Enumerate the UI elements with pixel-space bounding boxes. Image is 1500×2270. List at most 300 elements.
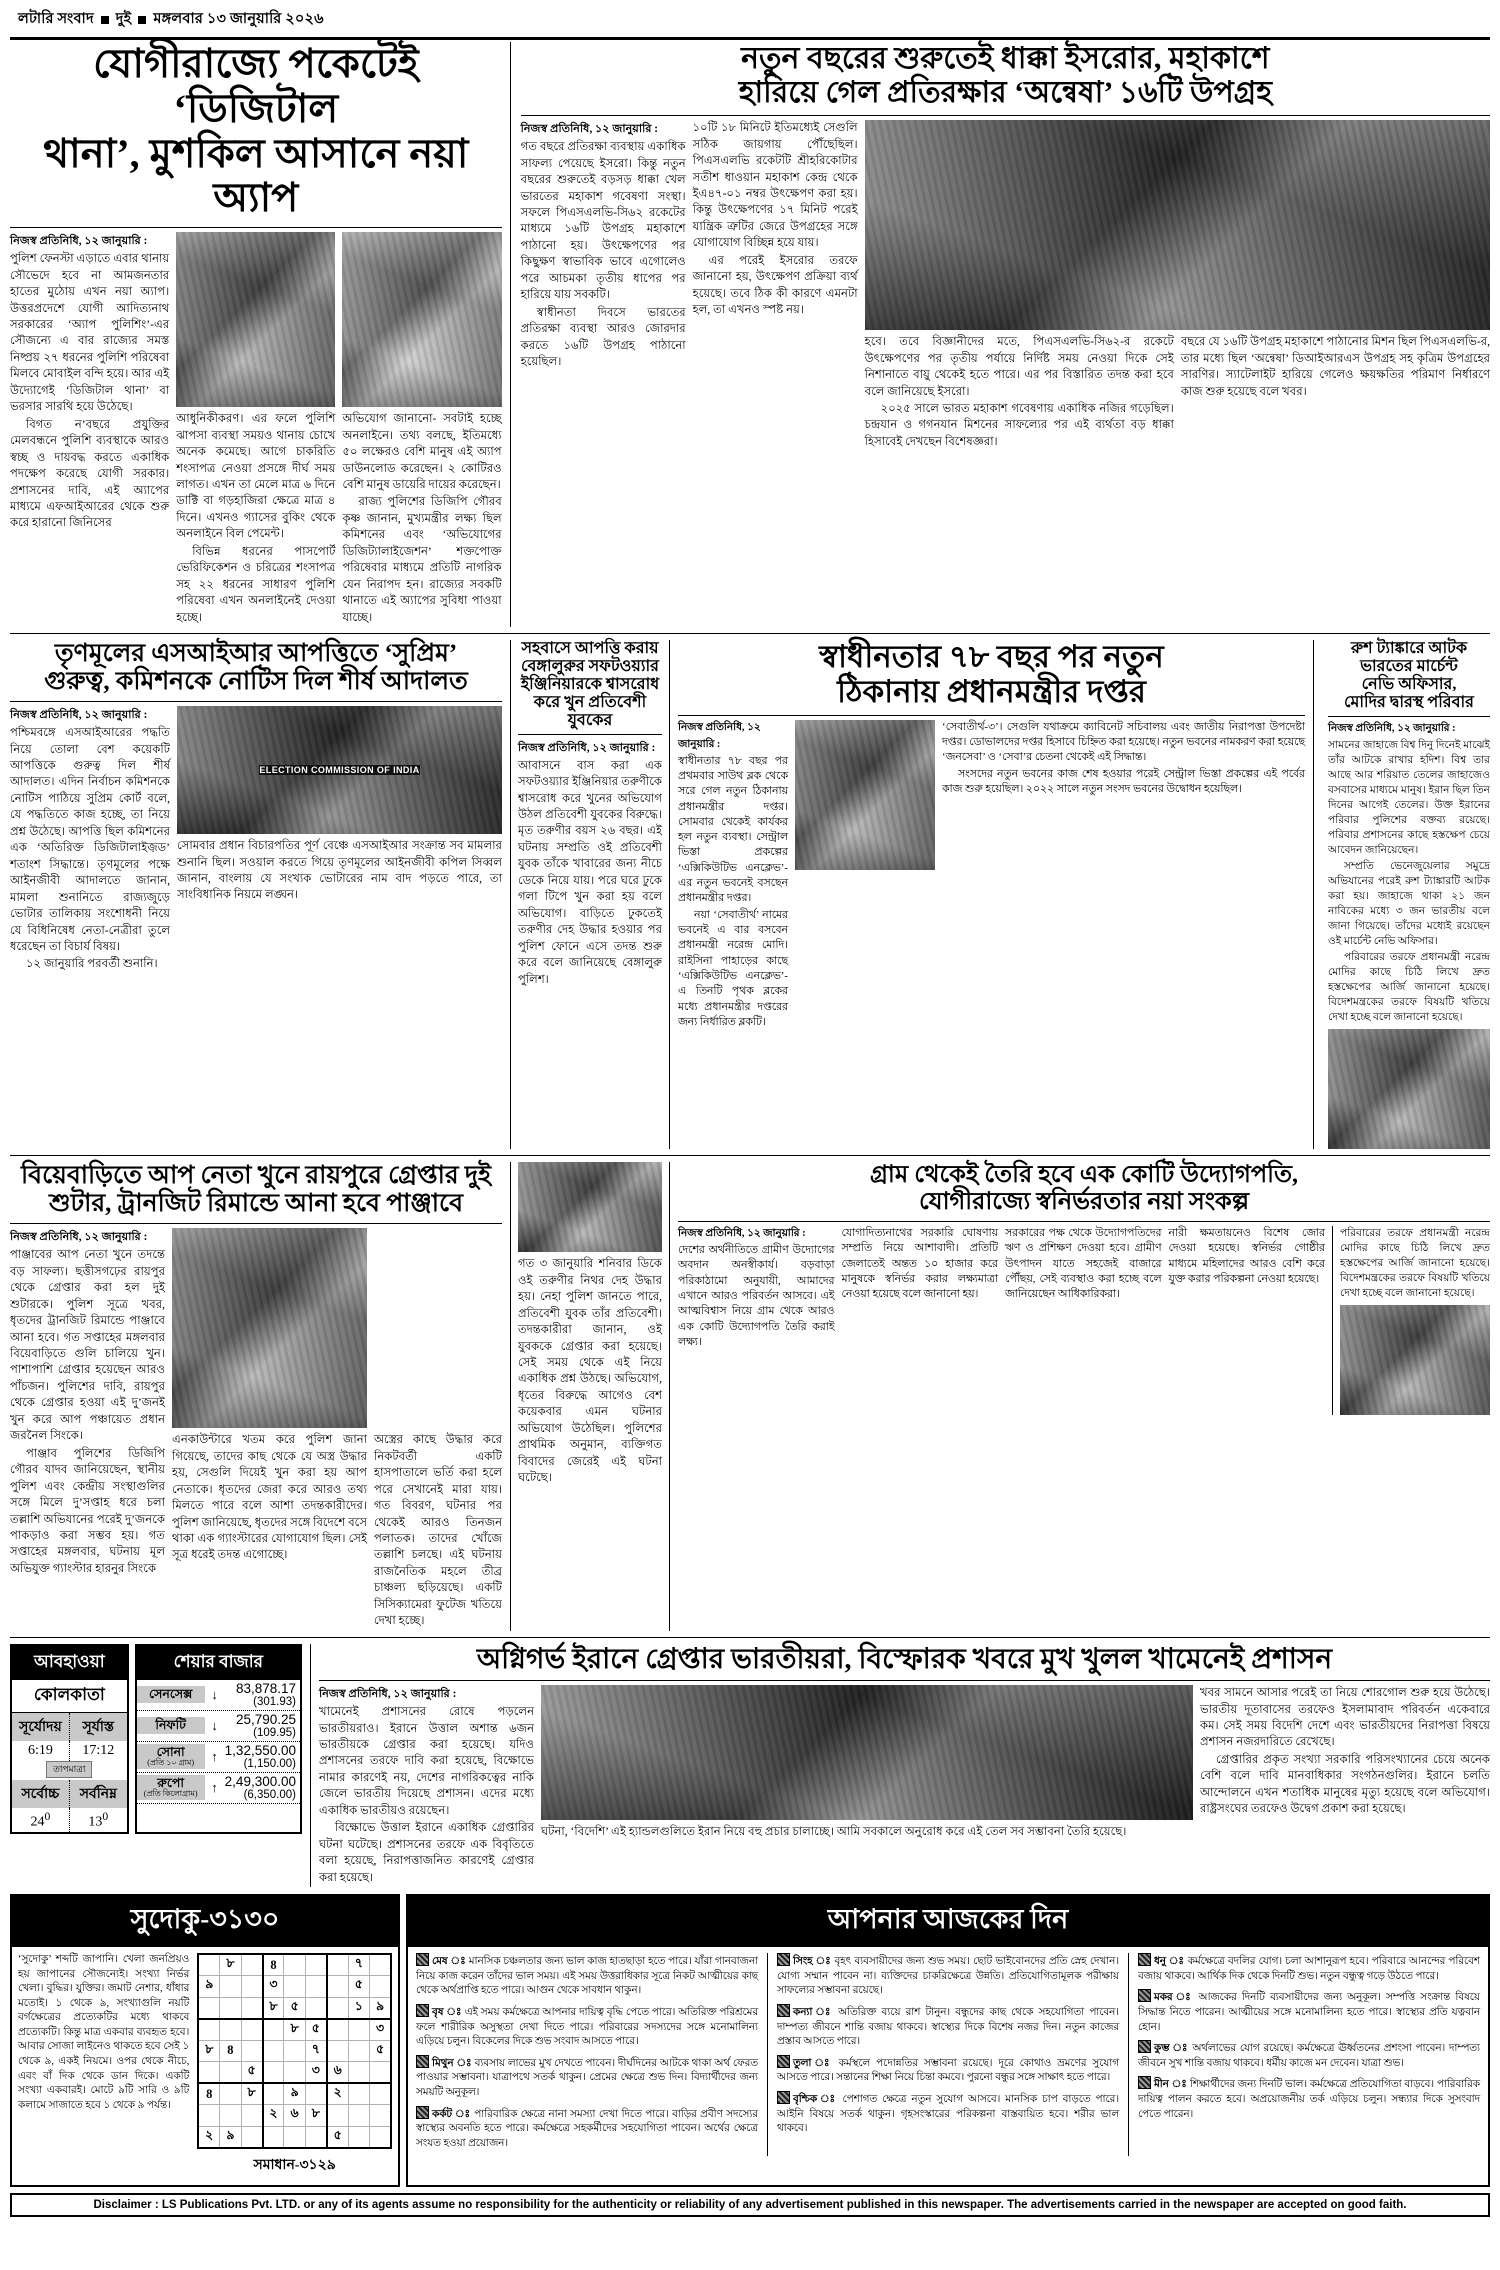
weather-city: কোলকাতা — [33, 1684, 105, 1704]
zodiac-icon — [1138, 1953, 1151, 1966]
stock-value: 83,878.17 (301.93) — [225, 1681, 300, 1709]
venezuela-headline-line2: ভারতের মার্চেন্ট — [1360, 657, 1458, 675]
sudoku-cell[interactable] — [241, 2126, 262, 2148]
raipur-byline: নিজস্ব প্রতিনিধি, ১২ জানুয়ারি : — [10, 1231, 148, 1244]
raipur-col-1 — [10, 1228, 165, 1630]
sudoku-cell[interactable]: ৩ — [305, 2062, 326, 2084]
temperature-tag: তাপমাত্রা — [46, 1761, 92, 1778]
column-divider — [1332, 1226, 1333, 1415]
sudoku-cell[interactable]: ২ — [198, 2126, 219, 2148]
stock-change: (6,350.00) — [243, 1788, 296, 1801]
sudoku-cell[interactable] — [241, 2019, 262, 2041]
village-headline-line2: যোগীরাজ্যে স্বনির্ভরতার নয়া সংকল্প — [919, 1189, 1249, 1216]
story-software-continued — [511, 1162, 669, 1630]
paragraph: পরিবারের তরফে প্রধানমন্ত্রী নরেন্দ্র মোদির কাছে চিঠি লিখে দ্রুত হস্তক্ষেপের আর্জি জানানো হয়েছে। বিদেশমন্ত্রকের তরফে বিষয়টি খতিয়ে দেখা হচ্ছে বলে জানানো হয়েছে। — [1340, 1228, 1490, 1300]
paragraph: নয়া ‘সেবাতীর্থ’ নামের ভবনেই এ বার বসবেন প্রধানমন্ত্রী নরেন্দ্র মোদি। রাইসিনা পাহাড়ের কাছে ‘এক্সিকিউটিভ এনক্লেভ’-এ তিনটি পৃথক ব্লকের মধ্যে প্রধানমন্ত্রীর দপ্তরের জন্য নির্ধারিত ব্লকটি। — [678, 908, 788, 1029]
horoscope-entry — [416, 2106, 758, 2152]
zodiac-text: এই সময় কর্মক্ষেত্রে আপনার দায়িত্ব বৃদ্ধি পেতে পারে। অতিরিক্ত পরিশ্রমের ফলে শারীরিক অসুস্থতা দেখা দিতে পারে। পরিবারের সদস্যদের সঙ্গে মনোমালিন্য এড়িয়ে চলুন। বিকেলের দিকে শুভ সংবাদ আসতে পারে। — [416, 2006, 758, 2048]
paragraph: এর পরেই ইসরোর তরফে জানানো হয়, উৎক্ষেপণ প্রক্রিয়া ব্যর্থ হয়েছে। তবে ঠিক কী কারণে এমনটা হল, তা এখনও স্পষ্ট নয়। — [692, 253, 858, 317]
sudoku-cell[interactable] — [327, 2019, 348, 2041]
iran-byline: নিজস্ব প্রতিনিধি, ১২ জানুয়ারি : — [319, 1688, 457, 1701]
pmo-col-2 — [942, 720, 1305, 1032]
paragraph: বিক্ষোভে উত্তাল ইরানে একাধিক গ্রেপ্তারির ঘটনা ঘটেছে। প্রশাসনের তরফে এক বিবৃতিতে বলা হয়েছে, নিরাপত্তাজনিত কারণেই গ্রেপ্তার করা হয়েছে। — [319, 1821, 534, 1884]
sudoku-cell[interactable] — [305, 1976, 326, 1998]
stock-rows — [137, 1680, 300, 1804]
paragraph: অস্ত্রের কাছে উদ্ধার করে নিকটবর্তী একটি হাসপাতালে ভর্তি করা হলে পরে সেখানেই মারা যায়। গত বিবরণ, ঘটনার পর থেকেই আরও তিনজন পলাতক। তাদের খোঁজে তল্লাশি চলছে। এই ঘটনায় রাজনৈতিক মহলে তীব্র চাঞ্চল্য ছড়িয়েছে। একটি সিসিক্যামেরা ফুটেজ খতিয়ে দেখা হচ্ছে। — [374, 1433, 502, 1628]
masthead-date: মঙ্গলবার ১৩ জানুয়ারি ২০২৬ — [153, 11, 324, 27]
iran-headline: অগ্নিগর্ভ ইরানে গ্রেপ্তার ভারতীয়রা, বিস্ফোরক খবরে মুখ খুলল খামেনেই প্রশাসন — [476, 1643, 1333, 1675]
pmo-headline-line2: ঠিকানায় প্রধানমন্ত্রীর দপ্তর — [837, 673, 1146, 709]
photo-victim-and-accused — [518, 1162, 662, 1252]
paragraph: গত বছরে প্রতিরক্ষা ব্যবস্থায় একাধিক সাফল্য পেয়েছে ইসরো। কিন্তু নতুন বছরের শুরুতেই বড়সড় ধাক্কা খেল ভারতের মহাকাশ গবেষণা সংস্থা। সফলে পিএসএলভি-সি৬২ রকেটের মাধ্যমে ১৬টি উপগ্রহ মহাকাশে পাঠানো হয়। উৎক্ষেপণের পর কিছুক্ষণ স্বাভাবিক ভাবে এগোলেও পরে আচমকা তৃতীয় ধাপের পর হারিয়ে যায় সবকটি। — [520, 140, 686, 302]
raipur-headline-line1: বিয়েবাড়িতে আপ নেতা খুনে রায়পুরে গ্রেপ্তার দুই — [21, 1162, 491, 1190]
stock-value: 1,32,550.00 (1,150.00) — [224, 1742, 296, 1770]
zodiac-icon — [777, 2091, 790, 2104]
sir-col-2 — [177, 706, 502, 974]
stock-row — [137, 1773, 300, 1804]
zodiac-text: কর্মস্থলে পদোন্নতির সম্ভাবনা রয়েছে। দূরে কোথাও ভ্রমণের সুযোগ আসতে পারে। সন্তানের শিক্ষা নিয়ে চিন্তা কমবে। পুরনো বন্ধুর সঙ্গে সাক্ষাৎ হতে পারে। — [777, 2057, 1119, 2084]
horoscope-column-1 — [416, 1953, 758, 2156]
paragraph: বছরে যে ১৬টি উপগ্রহ মহাকাশে পাঠানোর মিশন ছিল পিএসএলভি-র, তার মধ্যে ছিল ‘অন্বেষা’ ডিআইআরএস উপগ্রহ সহ কৃত্রিম উপগ্রহের সারণির। স্যাটেলাইট হারিয়ে গেলেও ক্ষয়ক্ষতির পরিমাণ নির্ধারণে কাজ শুরু হয়েছে বলে খবর। — [1180, 335, 1491, 398]
sudoku-cell[interactable] — [263, 2019, 284, 2041]
square-bullet-icon — [138, 16, 146, 24]
paragraph: ঘটনা, ‘বিদেশি’ এই হ্যান্ডলগুলিতে ইরান নিয়ে বহু প্রচার চালাচ্ছে। আমি সবকালে অনুরোধ করে এই তেল সব সম্ভাবনা তৈরি হয়েছে। — [541, 1825, 1127, 1839]
sudoku-cell[interactable] — [305, 1997, 326, 2019]
sudoku-cell[interactable] — [284, 1954, 305, 1976]
sudoku-cell[interactable] — [348, 2126, 369, 2148]
zodiac-icon — [416, 2055, 429, 2068]
zodiac-name: বৃশ্চিক ঃ — [793, 2093, 843, 2105]
sudoku-cell[interactable] — [370, 2105, 391, 2127]
lead-right-col-1 — [521, 120, 686, 451]
sudoku-panel — [10, 1894, 400, 2187]
zodiac-icon — [1138, 2076, 1151, 2089]
sudoku-cell[interactable] — [348, 2062, 369, 2084]
arrow-down-icon: ↓ — [211, 1717, 218, 1733]
zodiac-name: কন্যা ঃ — [793, 2006, 839, 2018]
zodiac-text: অতিরিক্ত ব্যয়ে রাশ টানুন। বন্ধুদের কাছ থেকে সহযোগিতা পাবেন। দাম্পত্য জীবনে শান্তি বজায় থাকবে। স্বাস্থ্যের দিকে বিশেষ নজর দিন। নতুন কাজের প্রস্তাব আসতে পারে। — [777, 2006, 1119, 2048]
sudoku-cell[interactable] — [327, 1997, 348, 2019]
iran-col-1 — [319, 1685, 534, 1887]
stock-unit: (প্রতি কিলোগ্রাম) — [143, 1789, 198, 1799]
paragraph: যোগাদিত্যনাথের সরকারি ঘোষণায় সম্প্রতি নিয়ে আশাবাদী। প্রতিটি জেলাতেই অন্তত ১০ হাজার করে মানুষকে স্বনির্ভর করার লক্ষ্যমাত্রা নেওয়া হয়েছে বলে জানানো হয়। — [841, 1227, 998, 1301]
photo-arrested-suspects — [172, 1228, 367, 1428]
lead-left-byline: নিজস্ব প্রতিনিধি, ১২ জানুয়ারি : — [10, 235, 148, 248]
stock-row — [137, 1680, 300, 1711]
sudoku-row — [198, 1976, 391, 1998]
story-village — [670, 1162, 1490, 1630]
zodiac-name: কুম্ভ ঃ — [1154, 2043, 1193, 2055]
paragraph: বিভিন্ন ধরনের পাসপোর্ট ভেরিফিকেশন ও চরিত্রের শংসাপত্র সহ ২২ ধরনের সাধারণ পুলিশি পরিষেবা এখন অনলাইনেই দেওয়া হচ্ছে। — [176, 544, 336, 624]
sudoku-cell[interactable] — [198, 2019, 219, 2041]
stock-market-box — [135, 1644, 302, 1835]
zodiac-icon — [1138, 1989, 1151, 2002]
sudoku-cell[interactable] — [220, 2019, 241, 2041]
zodiac-text: পারিবারিক ক্ষেত্রে নানা সমস্যা দেখা দিতে পারে। বাড়ির প্রবীণ সদস্যের স্বাস্থ্যের অবনতি হতে পারে। কর্মক্ষেত্রে সহকর্মীদের সহযোগিতা পাবেন। অর্থের ক্ষেত্রে সংযত হওয়া প্রয়োজন। — [416, 2108, 758, 2149]
stock-name: নিফটি — [137, 1717, 205, 1734]
section-rule — [10, 1155, 1490, 1156]
sudoku-cell[interactable] — [348, 2019, 369, 2041]
lead-left-col-2 — [176, 232, 335, 627]
sudoku-cell[interactable] — [241, 2040, 262, 2062]
horoscope-panel — [406, 1894, 1490, 2187]
stock-value: 2,49,300.00 (6,350.00) — [224, 1773, 296, 1801]
lead-left-headline-line2: থানা’, মুশকিল আসানে নয়া অ্যাপ — [43, 130, 469, 221]
pmo-col-1 — [678, 720, 788, 1032]
horoscope-entry — [1138, 2040, 1480, 2071]
bottom-section — [10, 1894, 1490, 2187]
column-divider — [1128, 1953, 1129, 2156]
sudoku-cell[interactable]: ৯ — [284, 2083, 305, 2105]
sudoku-cell[interactable]: ৭ — [305, 2040, 326, 2062]
sudoku-cell[interactable] — [327, 1976, 348, 1998]
sudoku-cell[interactable] — [305, 2083, 326, 2105]
sudoku-cell[interactable]: ৯ — [370, 1997, 391, 2019]
sudoku-cell[interactable] — [305, 1954, 326, 1976]
sudoku-cell[interactable]: ২ — [327, 2083, 348, 2105]
sudoku-cell[interactable]: ৬ — [284, 2105, 305, 2127]
zodiac-text: অর্থলাভের যোগ রয়েছে। কর্মক্ষেত্রে ঊর্ধ্বতনের প্রশংসা পাবেন। দাম্পত্য জীবনে সুখ শান্তি বজায় থাকবে। ধর্মীয় কাজে মন দেবেন। যাত্রা শুভ। — [1138, 2043, 1480, 2069]
masthead-paper-name: লটারি সংবাদ — [18, 11, 94, 27]
horoscope-entry — [416, 2055, 758, 2101]
raipur-headline-line2: শুটার, ট্রানজিট রিমান্ডে আনা হবে পাঞ্জাবে — [49, 1190, 463, 1218]
sudoku-grid[interactable] — [197, 1953, 392, 2149]
max-temp-label: সর্বোচ্চ — [12, 1780, 70, 1808]
paragraph: ১০টি ১৮ মিনিটে ইতিমধ্যেই সেগুলি সঠিক জায়গায় পৌঁছেছিল। পিএসএলভি রকেটটি শ্রীহরিকোটার সতীশ ধাওয়ান মহাকাশ কেন্দ্র থেকে ইএ৪৭-০১ নম্বর উৎক্ষেপণ করা হয়। কিন্তু উৎক্ষেপণের ১৭ মিনিট পরেই যান্ত্রিক ত্রুটির জেরে উপগ্রহের সঙ্গে যোগাযোগ বিচ্ছিন্ন হয়ে যায়। — [692, 121, 858, 250]
pmo-photo-wrap — [795, 720, 935, 1032]
lead-right-col-2 — [693, 120, 858, 451]
info-boxes — [10, 1644, 310, 1887]
sudoku-cell[interactable] — [327, 2105, 348, 2127]
sudoku-cell[interactable]: ৮ — [263, 1997, 284, 2019]
zodiac-text: কর্মক্ষেত্রে বদলির যোগ। চলা আশানুরূপ হবে। পরিবারে আনন্দের পরিবেশ বজায় থাকবে। আর্থিক দিক থেকে দিনটি শুভ। নতুন বন্ধুত্ব গড়ে উঠতে পারে। — [1138, 1956, 1480, 1982]
max-temp-value — [12, 1808, 70, 1833]
sudoku-cell[interactable]: ১ — [348, 1997, 369, 2019]
sudoku-cell[interactable]: ৫ — [241, 2062, 262, 2084]
sudoku-cell[interactable] — [370, 2083, 391, 2105]
paragraph: সংসদের নতুন ভবনের কাজ শেষ হওয়ার পরেই সেন্ট্রাল ভিস্তা প্রকল্পের এই পর্বের কাজ শুরু হয়েছিল। ২০২২ সালে নতুন সংসদ ভবনের উদ্বোধন হয়েছিল। — [942, 767, 1305, 795]
village-col-2 — [842, 1226, 999, 1415]
zodiac-text: মানসিক চঞ্চলতার জন্য ভাল কাজ হাতছাড়া হতে পারে। যাঁরা গানবাজনা নিয়ে কাজ করেন তাঁদের ভাল সময়। এই সময় উত্তরাধিকার সূত্রে নিকট আত্মীয়ের কাছ থেকে অর্থপ্রাপ্তি হতে পারে। আগুন থেকে সাবধান থাকুন। — [416, 1956, 758, 1997]
sunrise-value: 6:19 — [12, 1741, 70, 1761]
zodiac-icon — [777, 2055, 790, 2068]
lead-left-col-1 — [10, 232, 169, 627]
sudoku-cell[interactable]: ৮ — [241, 2083, 262, 2105]
stock-unit: (প্রতি ১০ গ্রাম) — [147, 1758, 195, 1768]
sudoku-cell[interactable] — [327, 2040, 348, 2062]
photo-iran-protest — [541, 1685, 1193, 1820]
sudoku-cell[interactable] — [263, 2126, 284, 2148]
paragraph: খবর সামনে আসার পরেই তা নিয়ে শোরগোল শুরু হয়ে উঠেছে। ভারতীয় দূতাবাসের তরফেও ইসলামাবাদ পরিবর্তন একেবারে কম। সেই সময় বিদেশি দেশে এবং ভারতীয়দের নিরাপত্তা বিষয়ে প্রশাসন নজরদারিতে রেখেছে। — [1200, 1686, 1490, 1749]
paragraph: সম্প্রতি ভেনেজুয়েলার সমুদ্রে অভিযানের পরেই রুশ ট্যাঙ্কারটি আটক করা হয়। জাহাজে থাকা ২১ জন নাবিকের মধ্যে ৩ জন ভারতীয় বলে জানা গিয়েছে। তাঁদের মধ্যেই রয়েছেন ওই মার্চেন্ট নেভি অফিসার। — [1328, 860, 1490, 948]
lead-right-byline: নিজস্ব প্রতিনিধি, ১২ জানুয়ারি : — [520, 123, 659, 136]
sudoku-cell[interactable]: ৫ — [284, 1997, 305, 2019]
software-byline: নিজস্ব প্রতিনিধি, ১২ জানুয়ারি : — [518, 741, 656, 754]
sudoku-cell[interactable] — [241, 2105, 262, 2127]
sudoku-cell[interactable] — [241, 1976, 262, 1998]
village-byline: নিজস্ব প্রতিনিধি, ১২ জানুয়ারি : — [678, 1228, 806, 1240]
horoscope-entry — [416, 1953, 758, 1999]
sudoku-row — [198, 2040, 391, 2062]
sudoku-cell[interactable] — [241, 1954, 262, 1976]
venezuela-photo-col — [1340, 1226, 1490, 1415]
venezuela-headline-line4: মোদির দ্বারস্থ পরিবার — [1344, 693, 1474, 711]
sunset-label: সূর্যাস্ত — [70, 1713, 127, 1741]
paragraph: নারী ক্ষমতায়নেও বিশেষ জোর দেওয়া হয়েছে। স্বনির্ভর গোষ্ঠীর মাধ্যমে মহিলাদের আরও বেশি করে যুক্ত করার পরিকল্পনা নেওয়া হয়েছে। — [1168, 1227, 1325, 1286]
sudoku-cell[interactable] — [284, 1976, 305, 1998]
paragraph: আবাসনে বাস করা এক সফটওয়্যার ইঞ্জিনিয়ার তরুণীকে শ্বাসরোধ করে খুনের অভিযোগ উঠল প্রতিবেশী যুবকের বিরুদ্ধে। মৃত তরুণীর বয়স ২৬ বছর। এই ঘটনায় সম্প্রতি ওই প্রতিবেশী যুবক তাঁকে খাবারের জন্য নীচে ডেকে নিয়ে যায়। পরে ঘরে ঢুকে গলা টিপে খুন করা হয় বলে অভিযোগ। বাড়িতে ঢুকতেই তরুণীর দেহ উদ্ধার হওয়ার পর পুলিশ ফোনে এসে তদন্ত শুরু করে বলে জানিয়েছে বেঙ্গালুরু পুলিশ। — [518, 758, 662, 986]
zodiac-name: মকর ঃ — [1154, 1992, 1199, 2004]
lead-right-col-4 — [1181, 334, 1490, 451]
paragraph: সোমবার প্রধান বিচারপতির পূর্ণ বেঞ্চে এসআইআর সংক্রান্ত সব মামলার শুনানি ছিল। সওয়াল করতে গিয়ে তৃণমূলের আইনজীবী কপিল সিব্বল জানান, বাংলায় যে সংখ্যক ভোটারের নাম বাদ পড়তে পারে, তা সাংবিধানিক নিয়মে লঙ্ঘন। — [177, 839, 502, 902]
sudoku-cell[interactable]: 8 — [263, 1954, 284, 1976]
software-headline: সহবাসে আপত্তি করায় বেঙ্গালুরুর সফটওয়্যার ইঞ্জিনিয়ারকে শ্বাসরোধ করে খুন প্রতিবেশী যুবকের — [520, 640, 660, 729]
horoscope-column-3 — [1138, 1953, 1480, 2156]
raipur-col-3 — [374, 1228, 502, 1630]
sudoku-cell[interactable] — [370, 1954, 391, 1976]
photo-police-hall — [342, 232, 501, 407]
zodiac-text: বৃহৎ ব্যবসায়ীদের জন্য শুভ সময়। ছোট ভাইবোনদের প্রতি স্নেহ দেখান। যোগ্য সম্মান পাবেন না। ব্যক্তিদের চাকরিক্ষেত্রে উন্নতি। প্রতিযোগিতামূলক পরীক্ষায় সাফল্যের সম্ভাবনা রয়েছে। — [777, 1956, 1119, 1997]
pmo-headline-line1: স্বাধীনতার ৭৮ বছর পর নতুন — [819, 639, 1164, 675]
sudoku-cell[interactable] — [220, 2105, 241, 2127]
photo-election-commission — [177, 706, 502, 834]
sudoku-cell[interactable]: ৩ — [370, 2019, 391, 2041]
photo-navy-officer — [1328, 1029, 1490, 1149]
zodiac-text: আজকের দিনটি ব্যবসায়ীদের জন্য অনুকূল। সম্পত্তি সংক্রান্ত বিষয়ে সিদ্ধান্ত নিতে পারেন। আত্মীয়ের সঙ্গে মনোমালিন্য হতে পারে। স্বাস্থ্যের প্রতি যত্নবান হোন। — [1138, 1992, 1480, 2033]
venezuela-byline: নিজস্ব প্রতিনিধি, ১২ জানুয়ারি : — [1328, 722, 1456, 734]
sudoku-row — [198, 2083, 391, 2105]
venezuela-headline-line1: রুশ ট্যাঙ্কারে আটক — [1350, 640, 1468, 658]
arrow-down-icon: ↓ — [211, 1686, 218, 1702]
stock-name: সেনসেক্স — [137, 1686, 205, 1703]
pmo-byline: নিজস্ব প্রতিনিধি, ১২ জানুয়ারি : — [678, 721, 761, 750]
sudoku-cell[interactable] — [348, 2040, 369, 2062]
arrow-up-icon: ↑ — [211, 1779, 218, 1795]
sudoku-instructions: ‘সুদোকু’ শব্দটি জাপানি। খেলা জনপ্রিয়ও হয় জাপানের সৌজন্যেই। সংখ্যা নির্ভর খেলা। বুদ্ধির। যুক্তির। জমাট নেশার, ধাঁধার মতোই। ১ থেকে ৯, সংখ্যাগুলি নয়টি বর্গক্ষেত্রের প্রত্যেকটির মধ্যে থাকবে প্রত্যেকটি। কিন্তু মাত্র একবার ব্যবহৃত হবে। আবার সোজা লাইনেও থাকতে হবে সেই ১ থেকে ৯, একই নিয়মে। ওপর থেকে নীচে, এবং বাঁ দিক থেকে ডান দিকে। একটি সংখ্যা একবারই। মোটে ৯টি সারি ও ৯টি কলামে সাজাতে হবে ১ থেকে ৯ পর্যন্ত। — [18, 1954, 190, 2111]
sudoku-cell[interactable] — [263, 2062, 284, 2084]
sudoku-cell[interactable]: ৯ — [220, 2126, 241, 2148]
lead-right-headline-line2: হারিয়ে গেল প্রতিরক্ষার ‘অন্বেষা’ ১৬টি উপগ্রহ — [738, 75, 1272, 109]
paragraph: আধুনিকীকরণ। এর ফলে পুলিশি ঝাপসা ব্যবস্থা সময়ও থানায় চোখে অনেক কমেছে। আগে চাকরিতি শংসাপত্র নেওয়া প্রসঙ্গে দীর্ঘ সময় লাগত। এখন তা মেলে মাত্র ৬ দিনে ডাক্টি বা গড়হাজিরা ক্ষেত্রে মাত্র ৪ দিনে। এখনও গ্যাসের বুকিং থেকে অনলাইনে বিল পেমেন্ট। — [176, 412, 336, 541]
sudoku-cell[interactable]: 8 — [220, 2040, 241, 2062]
third-section — [10, 1162, 1490, 1630]
lead-right-col-3 — [865, 334, 1174, 451]
sudoku-cell[interactable]: ৮ — [220, 1954, 241, 1976]
sudoku-cell[interactable]: ৫ — [348, 1976, 369, 1998]
sir-col-1 — [10, 706, 170, 974]
sudoku-cell[interactable]: ৮ — [284, 2019, 305, 2041]
photo-modi-portrait — [795, 720, 935, 870]
horoscope-entry — [1138, 1953, 1480, 1984]
disclaimer-bar: Disclaimer : LS Publications Pvt. LTD. or any of its agents assume no responsibility for the authenticity or reliability of any advertisement published in this newspaper. The advertisements carried in the newspaper are accepted on good faith. — [10, 2193, 1490, 2217]
zodiac-name: মীন ঃ — [1154, 2079, 1190, 2091]
sudoku-row — [198, 2019, 391, 2041]
sudoku-solution-label: সমাধান-৩১২৯ — [253, 2157, 336, 2173]
stock-name: রুপো (প্রতি কিলোগ্রাম) — [137, 1775, 205, 1801]
column-divider — [767, 1953, 768, 2156]
masthead-rule — [10, 37, 1490, 40]
sir-headline-line2: গুরুত্ব, কমিশনকে নোটিস দিল শীর্ষ আদালত — [44, 668, 468, 696]
stock-value: 25,790.25 (109.95) — [225, 1712, 300, 1740]
horoscope-column-2 — [777, 1953, 1119, 2156]
sudoku-cell[interactable] — [198, 2062, 219, 2084]
sir-byline: নিজস্ব প্রতিনিধি, ১২ জানুয়ারি : — [10, 709, 148, 722]
section-rule — [10, 1637, 1490, 1638]
sudoku-cell[interactable]: ৭ — [348, 1954, 369, 1976]
paragraph: রাজ্য পুলিশের ডিজিপি গৌরব কৃষ্ণ জানান, মুখ্যমন্ত্রীর লক্ষ্য ছিল কমিশনের এবং ‘অভিযোগের ডিজিট্যালাইজেশন’ শক্তপোক্ত পরিষেবার মাধ্যমে প্রতিটি নাগরিক যেন নিরাপদ হন। রাজ্যের সবকটি থানাতে এই অ্যাপের সুবিধা পাওয়া যাচ্ছে। — [342, 495, 502, 624]
sudoku-row — [198, 2062, 391, 2084]
story-pmo — [670, 640, 1490, 1149]
paragraph: পরিবারের তরফে প্রধানমন্ত্রী নরেন্দ্র মোদির কাছে চিঠি লিখে দ্রুত হস্তক্ষেপের আর্জি জানানো হয়েছে। বিদেশমন্ত্রকের তরফে বিষয়টি খতিয়ে দেখা হচ্ছে বলে জানানো হয়েছে। — [1328, 952, 1490, 1024]
zodiac-icon — [416, 2004, 429, 2017]
paragraph: পশ্চিমবঙ্গে এসআইআরের পদ্ধতি নিয়ে তোলা বেশ কয়েকটি আপত্তিকে গুরুত্ব দিল শীর্ষ আদালত। এদিন নির্বাচন কমিশনকে নোটিস পাঠিয়ে সুপ্রিম কোর্ট বলে, যে পদ্ধতিতে কাজ হচ্ছে, তা নিয়ে প্রশ্ন উঠেছে। আপত্তি ছিল কমিশনের এক ‘অতিরিক্ত ডিজিটালাইজ়ড’ শতাংশ সিদ্ধান্তে। তৃণমূলের পক্ষে আইনজীবী আদালতে জানান, মামলা শুনানিতে রাজ্যজুড়ে ভোটার তালিকায় সংশোধনী নিয়ে যে বিধিনিষেধ নেতা-নেত্রীরা তুলে ধরেছেন তা বিচার্য বিষয়। — [10, 726, 170, 953]
sudoku-cell[interactable] — [220, 1976, 241, 1998]
paragraph: ‘সেবাতীর্থ-৩’। সেগুলি যথাক্রমে ক্যাবিনেট সচিবালয় এবং জাতীয় নিরাপত্তা উপদেষ্টা দপ্তর। ডোভালদের দপ্তর হিসাবে চিহ্নিত করা হয়েছে। নতুন ভবনের নামকরণ করা হয়েছে ‘জনসেবা’ ও ‘সেবা’র চেতনা থেকেই এই সিদ্ধান্ত। — [942, 720, 1305, 764]
sudoku-cell[interactable] — [284, 2126, 305, 2148]
masthead — [10, 6, 1490, 37]
paragraph: অভিযোগ জানানো- সবটাই হচ্ছে অনলাইনে। তথ্য বলছে, ইতিমধ্যে ৫০ লক্ষেরও বেশি মানুষ এই অ্যাপ ডাউনলোড করেছেন। ২ কোটিরও বেশি মানুষ ডায়েরি দায়ের করেছেন। — [342, 412, 502, 491]
sudoku-cell[interactable] — [284, 2062, 305, 2084]
sudoku-cell[interactable] — [348, 2105, 369, 2127]
horoscope-entry — [777, 2091, 1119, 2137]
horoscope-entry — [1138, 2076, 1480, 2122]
eci-logo-text: ELECTION COMMISSION OF INDIA — [259, 765, 420, 776]
lead-left-col-3 — [342, 232, 501, 627]
sudoku-row — [198, 1997, 391, 2019]
degree-symbol: 0 — [44, 1809, 51, 1823]
second-section — [10, 640, 1490, 1149]
sudoku-cell[interactable] — [263, 2083, 284, 2105]
story-sir — [10, 640, 510, 1149]
stock-change: (109.95) — [253, 1726, 296, 1739]
lead-story-left — [10, 42, 510, 627]
sudoku-cell[interactable] — [220, 1997, 241, 2019]
horoscope-entry — [1138, 1989, 1480, 2035]
paragraph: ১২ জানুয়ারি পরবর্তী শুনানি। — [26, 957, 158, 971]
pmo-main — [678, 640, 1305, 1149]
sudoku-cell[interactable] — [370, 2126, 391, 2148]
village-col-4 — [1169, 1226, 1326, 1415]
stock-name: সোনা (প্রতি ১০ গ্রাম) — [137, 1744, 205, 1770]
sudoku-cell[interactable]: ৯ — [198, 1976, 219, 1998]
paragraph: স্বাধীনতার ৭৮ বছর পর প্রথমবার সাউথ ব্লক থেকে সরে গেল নতুন ঠিকানায় প্রধানমন্ত্রীর দপ্তর। সোমবার থেকেই কার্যকর হল নতুন ব্যবস্থা। সেন্ট্রাল ভিস্তা প্রকল্পের ‘এক্সিকিউটিভ এনক্লেভ’-এর নতুন ভবনেই বসছেন প্রধানমন্ত্রীর দপ্তর। — [678, 754, 788, 905]
stock-change: (1,150.00) — [243, 1757, 296, 1770]
photo-rocket-launch — [865, 120, 1490, 330]
paragraph: এনকাউন্টারে খতম করে পুলিশ জানা গিয়েছে, তাদের কাছ থেকে যে অস্ত্র উদ্ধার হয়, সেগুলি দিয়েই খুন করা হয় আপ নেতাকে। ধৃতদের জেরা করে আরও তথ্য মিলতে পারে বলে আশা তদন্তকারীদের। পুলিশ জানিয়েছে, ধৃতদের সঙ্গে বিদেশে বসে থাকা এক গ্যাংস্টারের যোগাযোগ ছিল। সেই সূত্র ধরেই তদন্ত এগোচ্ছে। — [172, 1433, 367, 1562]
top-lead-section — [10, 42, 1490, 627]
paragraph: ২০২৫ সালে ভারত মহাকাশ গবেষণায় একাধিক নজির গড়েছিল। চন্দ্রযান ও গগনযান মিশনের সাফল্যের পর এই ব্যর্থতা বড় ধাক্কা হিসাবেই দেখছেন বিশেষজ্ঞরা। — [864, 402, 1174, 448]
sudoku-cell[interactable] — [327, 1954, 348, 1976]
min-temp-label: সর্বনিম্ন — [70, 1780, 127, 1808]
sudoku-cell[interactable]: ৫ — [370, 2040, 391, 2062]
masthead-page-number: দুই — [115, 11, 132, 27]
paragraph: হবে। তবে বিজ্ঞানীদের মতে, পিএসএলভি-সি৬২-র রকেটে উৎক্ষেপণের পর তৃতীয় পর্যায়ে নির্দিষ্ট সময় নেওয়া দিকে সেই নিশানাতে বায়ু থেকেই হতে পারে। এর পর বিস্তারিত তদন্ত করা হবে বলে জানিয়েছে ইসরো। — [864, 335, 1174, 398]
iran-photo-wrap — [541, 1685, 1193, 1887]
weather-box — [10, 1644, 129, 1835]
stock-row — [137, 1711, 300, 1742]
sudoku-cell[interactable] — [198, 1997, 219, 2019]
zodiac-icon — [777, 2004, 790, 2017]
village-col-1 — [678, 1226, 835, 1415]
lead-left-headline-line1: যোগীরাজ্যে পকেটেই ‘ডিজিটাল — [93, 41, 419, 131]
stock-change: (301.93) — [253, 1695, 296, 1708]
sudoku-cell[interactable] — [370, 2062, 391, 2084]
zodiac-icon — [1138, 2040, 1151, 2053]
zodiac-name: ধনু ঃ — [1154, 1956, 1188, 1968]
sudoku-cell[interactable]: ৮ — [198, 2040, 219, 2062]
sudoku-cell[interactable] — [198, 2105, 219, 2127]
paragraph: গত ৩ জানুয়ারি শনিবার ডিকে ওই তরুণীর নিথর দেহ উদ্ধার হয়। নেহা পুলিশ জানতে পারে, প্রতিবেশী যুবক তাঁর প্রতিবেশী। তদন্তকারীরা জানান, ওই যুবককে গ্রেপ্তার করা হয়েছে। সেই সময় থেকে এই নিয়ে একাধিক প্রশ্ন উঠছে। অভিযোগ, ধৃতের বিরুদ্ধে আগেও বেশ কয়েকবার এমন ঘটনার অভিযোগ উঠেছিল। পুলিশের প্রাথমিক অনুমান, ব্যক্তিগত বিবাদের জেরেই এই ঘটনা ঘটেছে। — [518, 1257, 662, 1485]
story-raipur — [10, 1162, 510, 1630]
zodiac-icon — [416, 2106, 429, 2119]
sudoku-cell[interactable] — [220, 2062, 241, 2084]
zodiac-name: মিথুন ঃ — [432, 2057, 475, 2069]
stock-title: শেয়ার বাজার — [137, 1646, 300, 1680]
sudoku-cell[interactable] — [198, 1954, 219, 1976]
sudoku-cell[interactable]: ৬ — [327, 2062, 348, 2084]
paragraph: সামনের জাহাজে বিশ্ব দিনু দিনেই মাঝেই তাঁর আটকে রাখার হদিশ। বিশ্ব তার আছে আর শরিয়াত তেলের জাহাজেও বসবাসের মাধ্যমে মানুষ। ইরান ছিল তিন দিনের আগেই তেলের। উক্ত ইরানের পরিবার পুলিশের বক্তব্য রয়েছে। পরিবার প্রশাসনের কাছে হস্তক্ষেপ চেয়ে আবেদন জানিয়েছেন। — [1328, 739, 1490, 856]
sudoku-cell[interactable] — [241, 1997, 262, 2019]
sudoku-title: সুদোকু-৩১৩০ — [12, 1896, 398, 1947]
min-temp-value — [70, 1808, 127, 1833]
sudoku-cell[interactable]: 8 — [198, 2083, 219, 2105]
sudoku-cell[interactable] — [305, 2126, 326, 2148]
fourth-section — [10, 1644, 1490, 1887]
lead-story-right — [511, 42, 1490, 627]
sudoku-row — [198, 2105, 391, 2127]
horoscope-title: আপনার আজকের দিন — [408, 1896, 1488, 1947]
zodiac-name: মেষ ঃ — [432, 1956, 469, 1968]
venezuela-headline-line3: নেভি অফিসার, — [1361, 675, 1457, 693]
sudoku-cell[interactable] — [220, 2083, 241, 2105]
sudoku-cell[interactable]: ৫ — [305, 2019, 326, 2041]
zodiac-text: ব্যবসায় লাভের মুখ দেখতে পাবেন। দীর্ঘদিনের আটকে থাকা অর্থ ফেরত পাওয়ার সম্ভাবনা। যাত্রাপথে সতর্ক থাকুন। প্রেমের ক্ষেত্রে শুভ দিন। বিদ্যার্থীদের জন্য সময়টি অনুকূল। — [416, 2057, 758, 2098]
column-divider — [1313, 640, 1314, 1149]
square-bullet-icon — [101, 16, 109, 24]
village-col-3 — [1005, 1226, 1162, 1415]
paragraph: পাঞ্জাবের আপ নেতা খুনে তদন্তে বড় সাফল্য। ছত্তীসগঢ়ের রায়পুর থেকে গ্রেপ্তার করা হল দুই শুটারকে। পুলিশ সূত্রে খবর, ধৃতদের ট্রানজিট রিমান্ডে পাঞ্জাবে আনা হবে। গত সপ্তাহের মঙ্গলবার বিয়েবাড়িতে গুলি চালিয়ে খুন। পাশাপাশি গ্রেপ্তার হয়েছেন আরও পাঁচজন। পুলিশের দাবি, রায়পুর থেকে গ্রেপ্তার হওয়া এই দু’জনই খুন করে আপ পঞ্চায়েত প্রধান জরনৈল সিংকে। — [10, 1248, 165, 1443]
lead-right-photo-wrap — [865, 120, 1490, 451]
zodiac-text: শিক্ষার্থীদের জন্য দিনটি ভাল। কর্মক্ষেত্রে প্রতিযোগিতা বাড়বে। পারিবারিক দায়িত্ব পালন করতে হবে। অপ্রয়োজনীয় তর্ক এড়িয়ে চলুন। সন্ধ্যার দিকে সুসংবাদ পেতে পারেন। — [1138, 2079, 1480, 2120]
zodiac-name: তুলা ঃ — [793, 2057, 839, 2069]
sudoku-cell[interactable] — [348, 2083, 369, 2105]
raipur-col-2 — [172, 1228, 367, 1630]
sudoku-cell[interactable]: ৫ — [327, 2126, 348, 2148]
max-temp-number: 24 — [30, 1814, 45, 1830]
sudoku-cell[interactable]: ৮ — [305, 2105, 326, 2127]
photo-yogi-meeting — [176, 232, 335, 407]
sudoku-cell[interactable] — [284, 2040, 305, 2062]
sudoku-cell[interactable]: ৩ — [263, 1976, 284, 1998]
sudoku-cell[interactable]: ২ — [263, 2105, 284, 2127]
min-temp-number: 13 — [88, 1814, 103, 1830]
weather-title: আবহাওয়া — [12, 1646, 127, 1680]
horoscope-entry — [777, 1953, 1119, 1999]
sudoku-cell[interactable] — [263, 2040, 284, 2062]
paragraph: পুলিশ ফেনস্টা এড়াতে এবার থানায় সৌভেদে হবে না আমজনতার হাতের মুঠোয় এখন নয়া অ্যাপ। উত্তরপ্রদেশে যোগী আদিত্যনাথ সরকারের ‘অ্যাপ পুলিশিং’-এর সৌজন্যে এ বার রাজ্যের সমস্ত নিষ্প্রয় ২৭ ধরনের পুলিশি পরিষেবা মিলবে মোবাইল বন্দি হয়ে। আর এই উদ্যোগেই ‘ডিজিটাল থানা’ বা ভরসার সারথি হয়ে উঠেছে। — [10, 252, 170, 414]
zodiac-name: বৃষ ঃ — [432, 2006, 465, 2018]
village-headline-line1: গ্রাম থেকেই তৈরি হবে এক কোটি উদ্যোগপতি, — [869, 1162, 1299, 1189]
zodiac-name: সিংহ ঃ — [793, 1956, 835, 1968]
story-software — [511, 640, 669, 1149]
horoscope-entry — [416, 2004, 758, 2050]
horoscope-entry — [777, 2055, 1119, 2086]
horoscope-entry — [777, 2004, 1119, 2050]
sunrise-label: সূর্যোদয় — [12, 1713, 70, 1741]
sudoku-row — [198, 2126, 391, 2148]
section-rule — [10, 633, 1490, 634]
sudoku-cell[interactable] — [370, 1976, 391, 1998]
